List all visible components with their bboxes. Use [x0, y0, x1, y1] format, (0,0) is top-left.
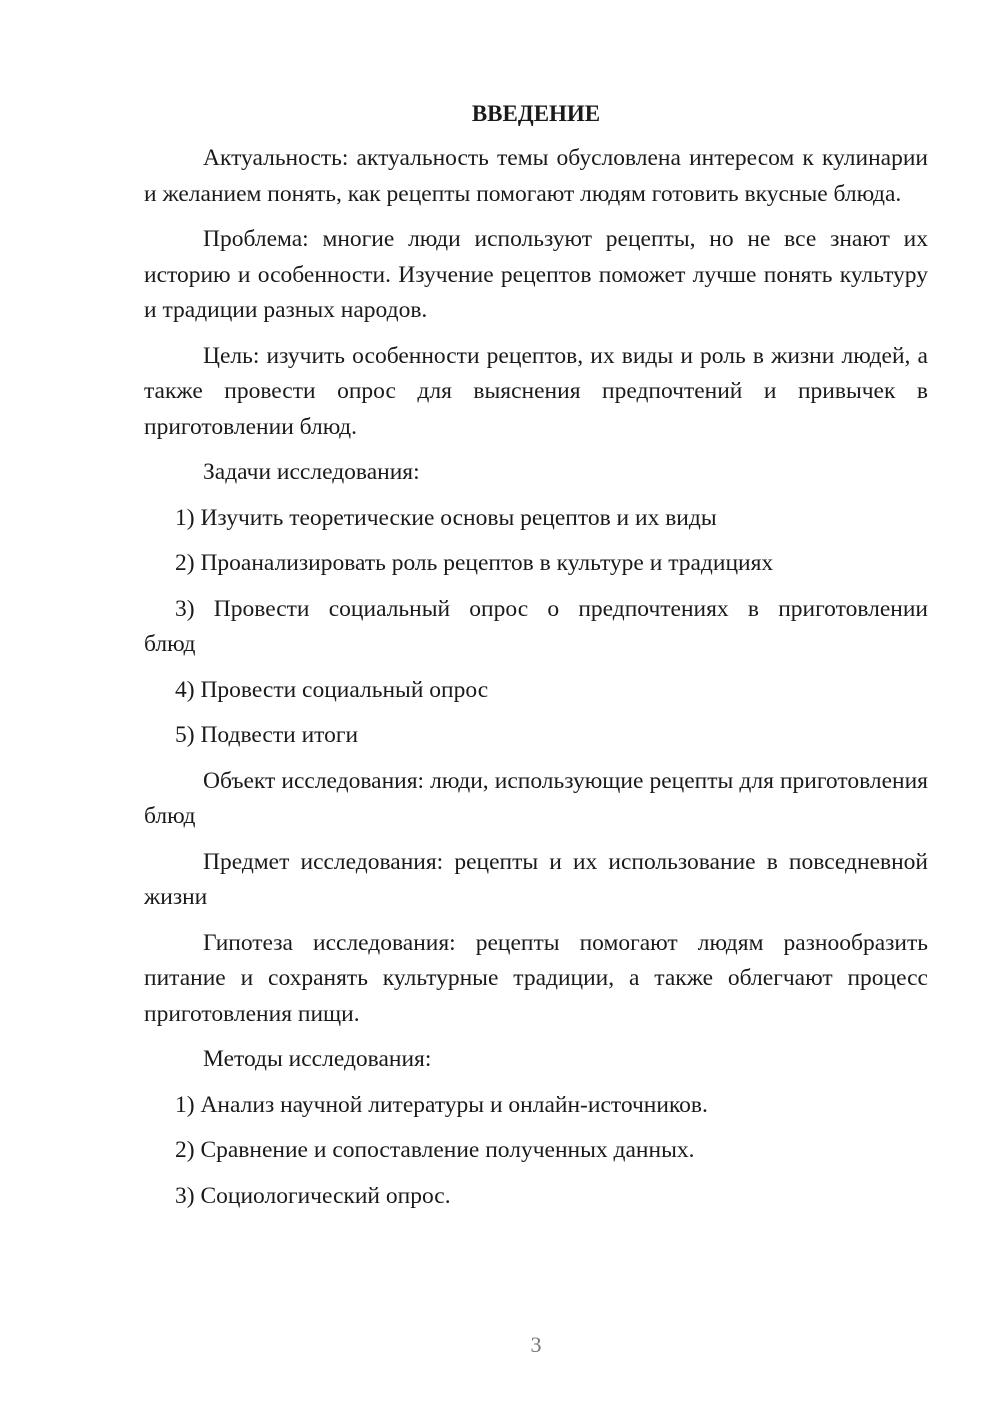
hypothesis-paragraph: Гипотеза исследования: рецепты помогают людям разнообразить питание и сохранять культурные традиции, а также облегчают процесс приготовления пищи.	[144, 929, 928, 1027]
task-item: 5) Подвести итоги	[175, 722, 359, 748]
document-page	[144, 96, 928, 1224]
method-item: 3) Социологический опрос.	[175, 1182, 451, 1209]
page-number: 3	[530, 1332, 542, 1357]
methods-heading: Методы исследования:	[203, 1046, 432, 1072]
task-item: 4) Провести социальный опрос	[175, 676, 489, 703]
object-paragraph: Объект исследования: люди, использующие рецепты для приготовления блюд	[144, 767, 928, 829]
tasks-heading: Задачи исследования:	[203, 459, 420, 485]
task-item: 1) Изучить теоретические основы рецептов и их виды	[175, 504, 717, 531]
relevance-paragraph: Актуальность: актуальность темы обусловлена интересом к кулинарии и желанием понять, как рецепты помогают людям готовить вкусные блюда.	[144, 145, 928, 207]
subject-paragraph: Предмет исследования: рецепты и их использование в повседневной жизни	[144, 848, 928, 910]
task-item: 3) Провести социальный опрос о предпочтениях в приготовлении блюд	[144, 595, 928, 657]
problem-paragraph: Проблема: многие люди используют рецепты, но не все знают их историю и особенности. Изучение рецептов поможет лучше понять культуру и традиции разных народов.	[144, 226, 928, 323]
task-item: 2) Проанализировать роль рецептов в культуре и традициях	[175, 550, 774, 576]
method-item: 2) Сравнение и сопоставление полученных данных.	[175, 1137, 695, 1163]
method-item: 1) Анализ научной литературы и онлайн-источников.	[175, 1091, 708, 1118]
goal-paragraph: Цель: изучить особенности рецептов, их виды и роль в жизни людей, а также провести опрос для выяснения предпочтений и привычек в приготовлении блюд.	[144, 342, 928, 440]
section-title: ВВЕДЕНИЕ	[471, 101, 601, 126]
